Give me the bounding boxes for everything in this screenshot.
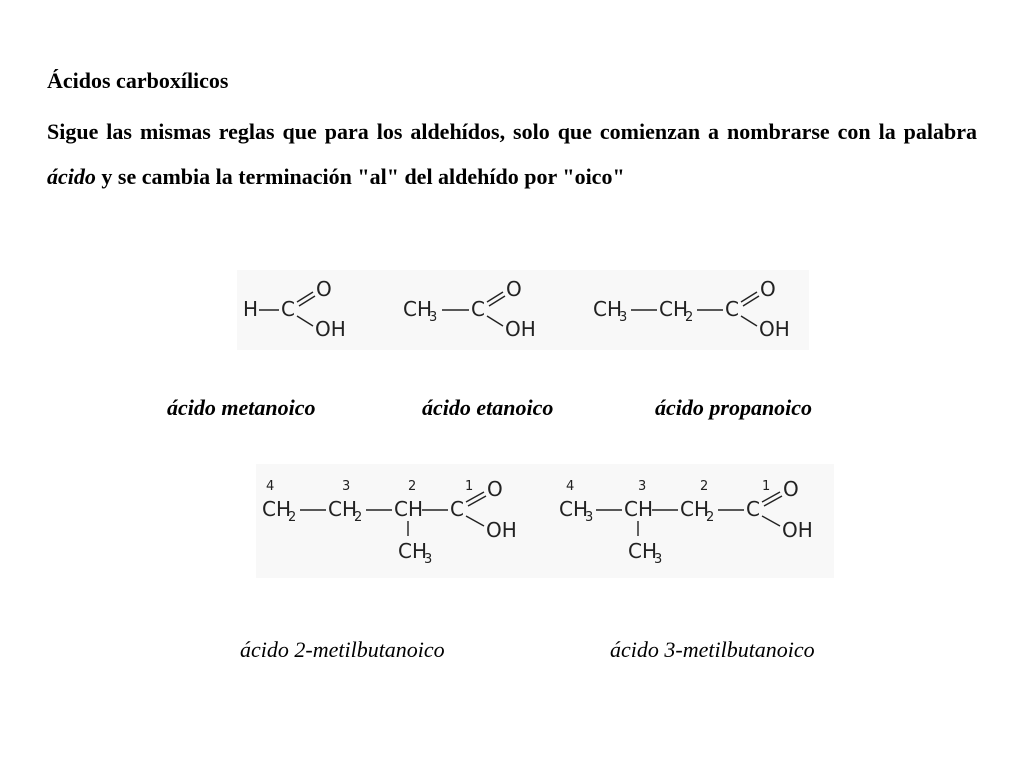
atom-o: O [487, 477, 503, 501]
carbon-number: 3 [342, 479, 351, 494]
group-oh: OH [315, 317, 346, 341]
bond [741, 316, 757, 326]
atom-ch: CH [680, 497, 710, 521]
bond [741, 292, 757, 302]
atom-ch: CH [262, 497, 292, 521]
structures-row-1-svg [237, 270, 809, 350]
atom-h: H [243, 297, 259, 321]
bond [297, 292, 313, 302]
name-metanoico: ácido metanoico [167, 395, 316, 420]
atom-ch: CH [328, 497, 358, 521]
atom-o: O [506, 277, 522, 301]
structures-row-2-svg [256, 464, 834, 578]
bond [299, 296, 315, 306]
formula-2-metilbutanoico [262, 477, 517, 567]
subscript: 2 [288, 510, 297, 525]
atom-ch: CH [403, 297, 433, 321]
structures-row-1 [237, 270, 809, 350]
atom-ch: CH [659, 297, 689, 321]
atom-ch: CH [624, 497, 654, 521]
atom-o: O [783, 477, 799, 501]
atom-c: C [471, 297, 485, 321]
group-oh: OH [486, 518, 517, 542]
atom-ch: CH [394, 497, 424, 521]
formula-propanoico [593, 277, 790, 341]
formula-metanoico [243, 277, 346, 341]
atom-ch: CH [398, 539, 428, 563]
carbon-number: 1 [465, 479, 474, 494]
bond [743, 296, 759, 306]
subscript: 3 [429, 310, 438, 325]
atom-c: C [725, 297, 739, 321]
bond [764, 496, 782, 506]
name-2-metilbutanoico: ácido 2-metilbutanoico [240, 637, 445, 662]
group-oh: OH [505, 317, 536, 341]
carbon-number: 2 [408, 479, 417, 494]
subscript: 3 [619, 310, 628, 325]
formula-etanoico [403, 277, 536, 341]
bond [487, 316, 503, 326]
atom-ch: CH [559, 497, 589, 521]
bond [468, 496, 486, 506]
subscript: 3 [654, 552, 663, 567]
carbon-number: 2 [700, 479, 709, 494]
atom-ch: CH [593, 297, 623, 321]
atom-c: C [746, 497, 760, 521]
atom-c: C [281, 297, 295, 321]
group-oh: OH [782, 518, 813, 542]
formula-3-metilbutanoico [559, 477, 813, 567]
atom-ch: CH [628, 539, 658, 563]
paragraph-text-1: Sigue las mismas reglas que para los aldehídos, solo que comienzan a nombrarse con la palabra [47, 119, 977, 144]
name-3-metilbutanoico: ácido 3-metilbutanoico [610, 637, 815, 662]
bond [489, 296, 505, 306]
atom-o: O [760, 277, 776, 301]
structures-row-2 [256, 464, 834, 578]
subscript: 2 [706, 510, 715, 525]
carbon-number: 3 [638, 479, 647, 494]
slide-title: Ácidos carboxílicos [47, 68, 229, 93]
carbon-number: 4 [566, 479, 575, 494]
name-propanoico: ácido propanoico [655, 395, 813, 420]
bond [466, 516, 484, 526]
bond [762, 516, 780, 526]
paragraph-text-2: y se cambia la terminación "al" del aldehído por "oico" [95, 164, 625, 189]
name-etanoico: ácido etanoico [422, 395, 554, 420]
bond [297, 316, 313, 326]
atom-c: C [450, 497, 464, 521]
subscript: 3 [585, 510, 594, 525]
group-oh: OH [759, 317, 790, 341]
paragraph-emphasis: ácido [47, 164, 96, 189]
subscript: 2 [685, 310, 694, 325]
subscript: 3 [424, 552, 433, 567]
bond [487, 292, 503, 302]
subscript: 2 [354, 510, 363, 525]
carbon-number: 1 [762, 479, 771, 494]
rule-paragraph [47, 109, 977, 199]
carbon-number: 4 [266, 479, 275, 494]
atom-o: O [316, 277, 332, 301]
